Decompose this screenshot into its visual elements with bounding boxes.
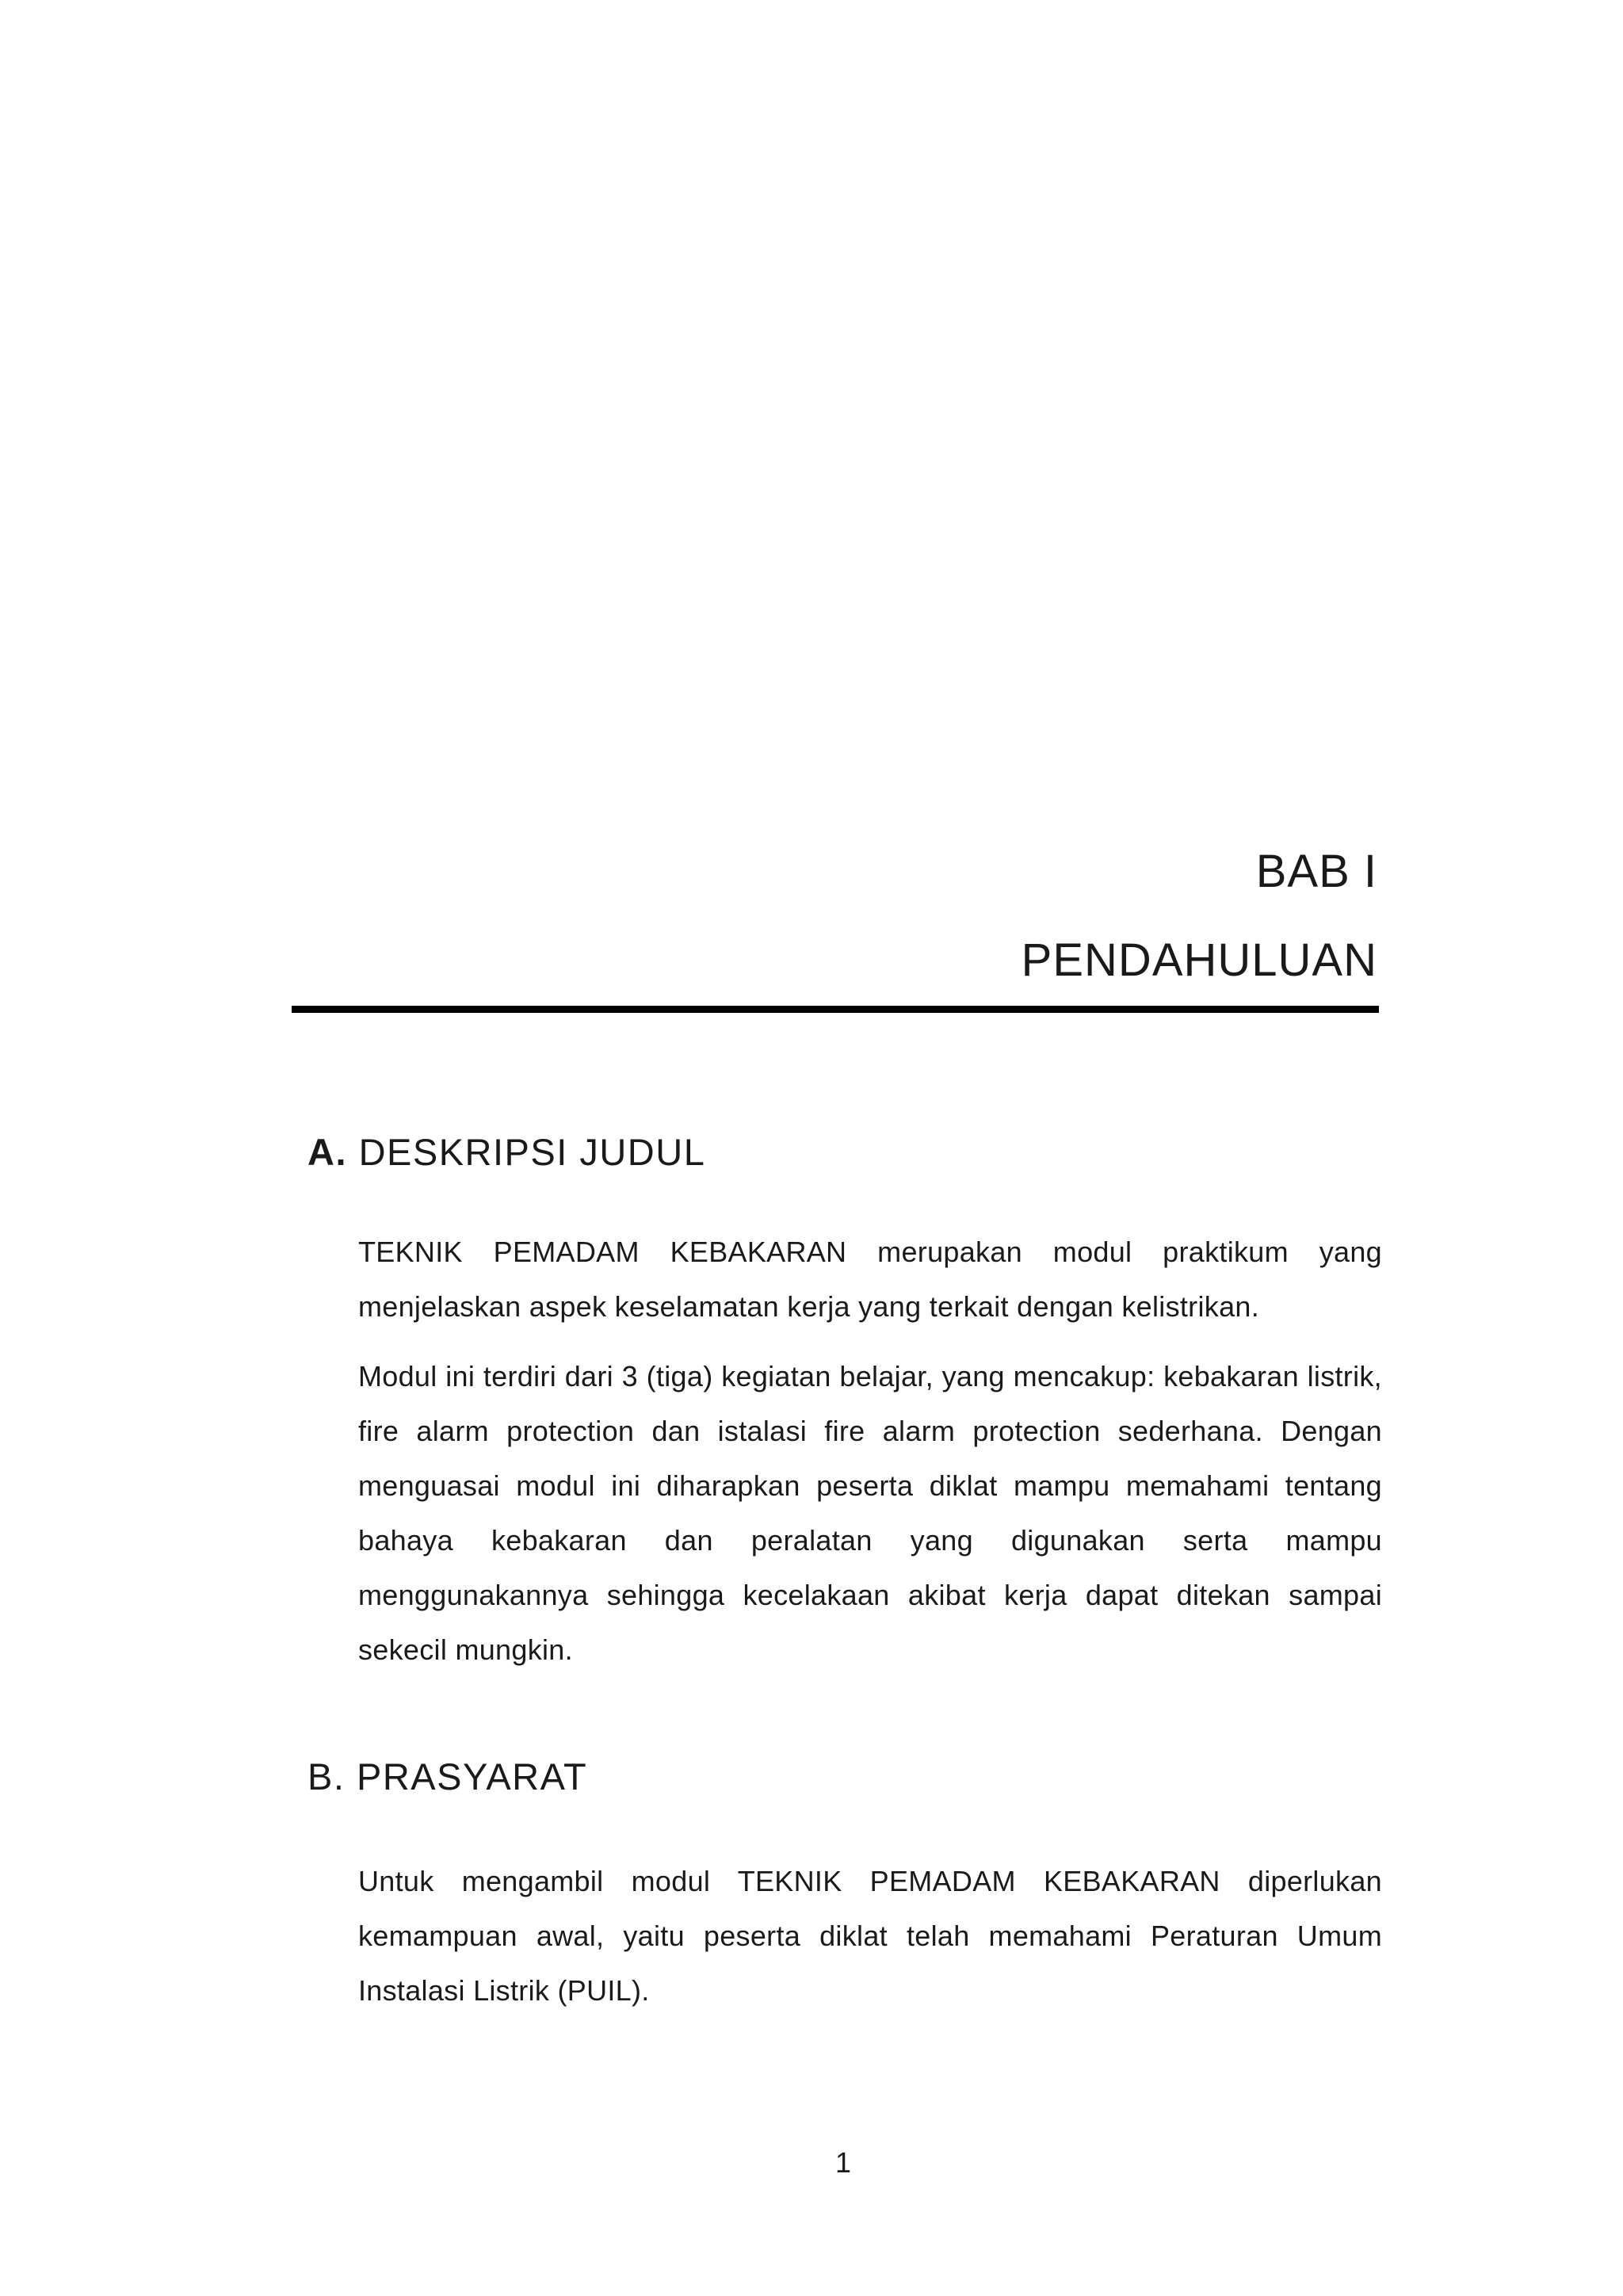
section-marker: B. (307, 1755, 346, 1797)
section-marker: A. (307, 1131, 347, 1173)
chapter-title: PENDAHULUAN (1021, 934, 1377, 986)
chapter-number: BAB I (1255, 846, 1377, 897)
section-heading-prasyarat (307, 1753, 587, 1801)
section-title: PRASYARAT (356, 1755, 588, 1797)
chapter-divider (292, 1006, 1379, 1013)
section-title: DESKRIPSI JUDUL (358, 1131, 706, 1173)
paragraph: Untuk mengambil modul TEKNIK PEMADAM KEBAKARAN diperlukan kemampuan awal, yaitu peserta diklat telah memahami Peraturan Umum Instalasi Listrik (PUIL). (358, 1865, 1382, 2007)
paragraph: TEKNIK PEMADAM KEBAKARAN merupakan modul praktikum yang menjelaskan aspek keselamatan kerja yang terkait dengan kelistrikan. (358, 1236, 1382, 1323)
section-heading-deskripsi-judul (307, 1129, 705, 1176)
page-number: 1 (834, 2146, 852, 2179)
paragraph: Modul ini terdiri dari 3 (tiga) kegiatan belajar, yang mencakup: kebakaran listrik, fire alarm protection dan istalasi fire alarm protection sederhana. Dengan menguasai modul ini diharapkan peserta diklat mampu memahami tentang bahaya kebakaran dan peralatan yang digunakan serta mampu menggunakannya sehingga kecelakaan akibat kerja dapat ditekan sampai sekecil mungkin. (358, 1360, 1382, 1666)
